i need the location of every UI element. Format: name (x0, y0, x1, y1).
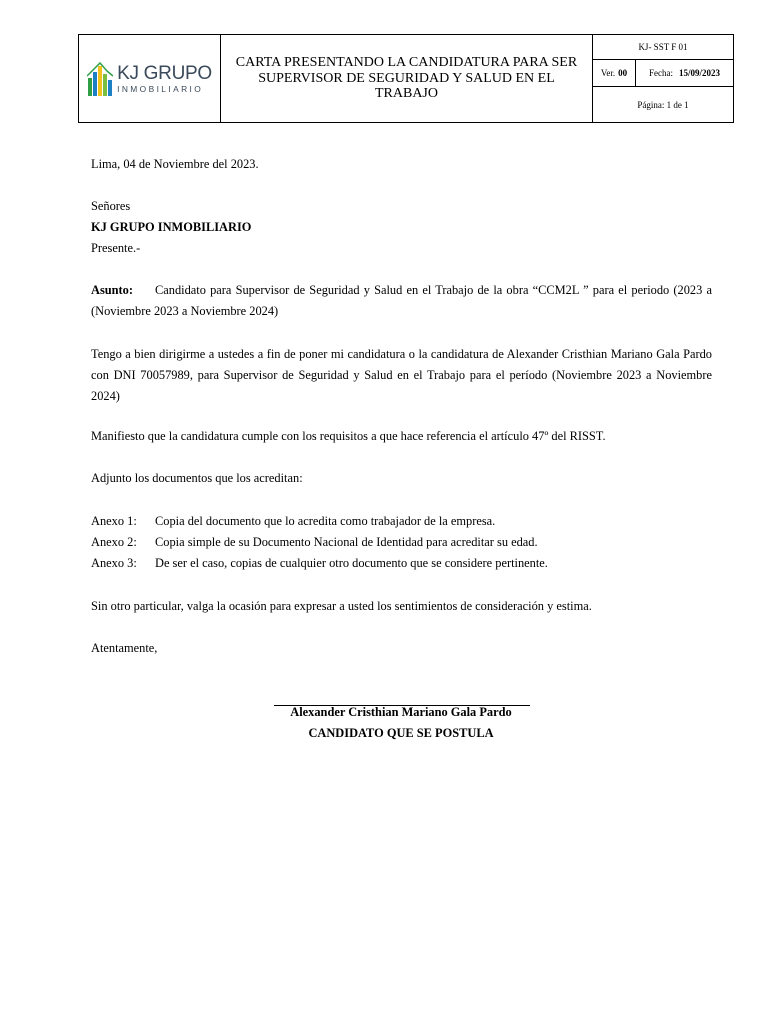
date-field (636, 60, 733, 86)
annex-item (91, 514, 495, 529)
document-meta (593, 35, 733, 122)
annex-text: Copia del documento que lo acredita como trabajador de la empresa. (155, 514, 496, 528)
subject-text: Candidato para Supervisor de Seguridad y Salud en el Trabajo de la obra “CCM2L ” para el periodo (2023 a (Noviembre 2023 a Noviembre 2024) (91, 283, 712, 318)
page-number: Página: 1 de 1 (637, 99, 689, 110)
annex-item (91, 556, 548, 571)
document-title: CARTA PRESENTANDO LA CANDIDATURA PARA SER SUPERVISOR DE SEGURIDAD Y SALUD EN EL TRABAJO (221, 35, 593, 122)
subject-label: Asunto: (91, 283, 133, 297)
closing-paragraph: Sin otro particular, valga la ocasión para expresar a usted los sentimientos de consideración y estima. (91, 599, 592, 613)
version-value: 00 (618, 68, 628, 78)
recipient: KJ GRUPO INMOBILIARIO (91, 220, 252, 234)
annex-text: De ser el caso, copias de cualquier otro documento que se considere pertinente. (155, 556, 548, 570)
subject-paragraph (91, 280, 712, 322)
annex-label: Anexo 2: (91, 535, 137, 549)
annex-item (91, 535, 538, 550)
date-label: Fecha: (648, 68, 673, 78)
presente: Presente.- (91, 241, 141, 255)
paragraph-candidacy: Tengo a bien dirigirme a ustedes a fin de poner mi candidatura o la candidatura de Alexander Cristhian Mariano Gala Pardo con DNI 70057989, para Supervisor de Seguridad y Salud en el Trabajo para el período (Noviembre 2023 a Noviembre 2024) (91, 347, 712, 403)
company-logo (87, 62, 212, 96)
salutation: Señores (91, 199, 131, 213)
logo-main-text: KJ GRUPO (117, 62, 212, 84)
date-value: 15/09/2023 (678, 68, 720, 78)
logo-cell (79, 35, 221, 122)
document-code: KJ- SST F 01 (593, 35, 733, 60)
building-bars-icon (87, 62, 113, 96)
version-field (593, 60, 636, 86)
annex-label: Anexo 3: (91, 556, 137, 570)
annex-text: Copia simple de su Documento Nacional de Identidad para acreditar su edad. (155, 535, 538, 549)
letter-date: Lima, 04 de Noviembre del 2023. (91, 157, 259, 171)
logo-sub-text: INMOBILIARIO (117, 83, 204, 94)
document-header (78, 34, 734, 123)
paragraph-attachments: Adjunto los documentos que los acreditan: (91, 471, 303, 485)
signer-role: CANDIDATO QUE SE POSTULA (308, 726, 494, 740)
atentamente: Atentamente, (91, 641, 158, 655)
paragraph-requirements: Manifiesto que la candidatura cumple con los requisitos a que hace referencia el artículo 47º del RISST. (91, 429, 606, 443)
signer-name: Alexander Cristhian Mariano Gala Pardo (290, 705, 512, 719)
annex-label: Anexo 1: (91, 514, 137, 528)
version-label: Ver. (600, 68, 616, 78)
